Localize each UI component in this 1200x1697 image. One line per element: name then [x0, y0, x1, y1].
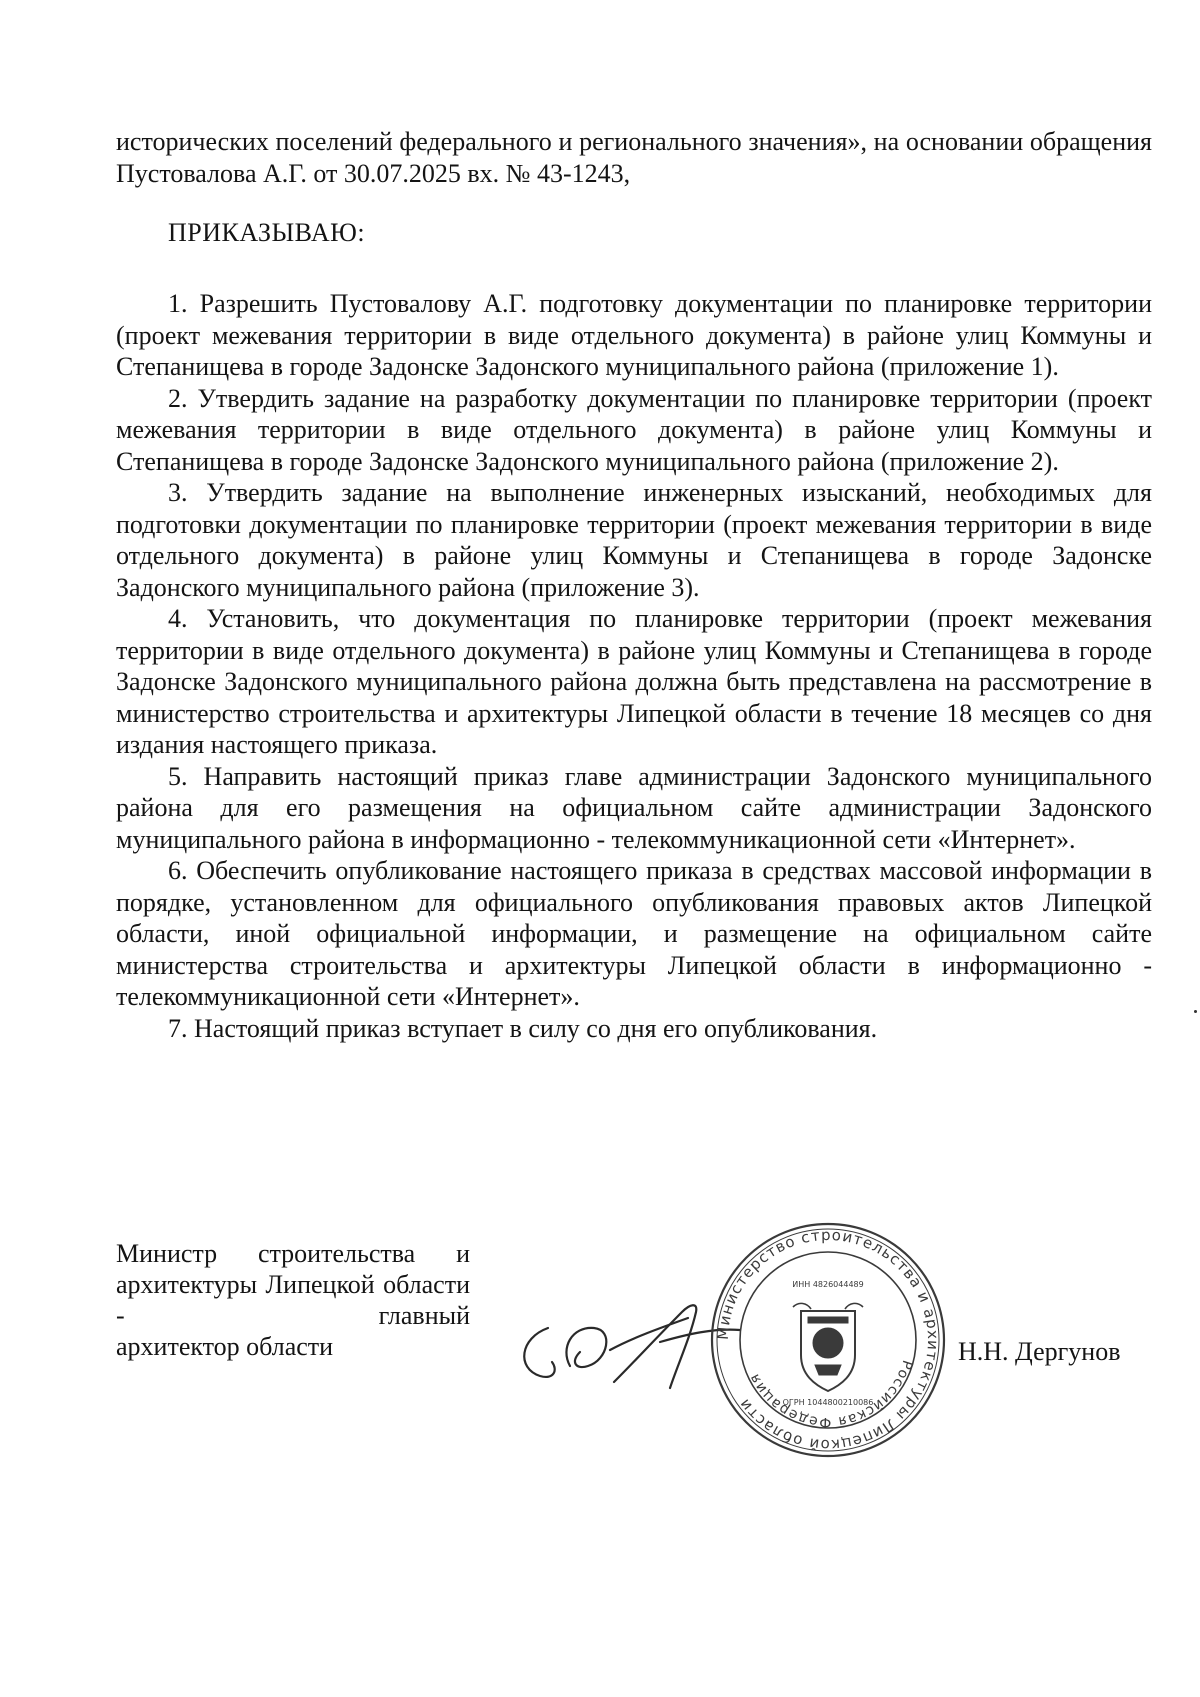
signer-position-line-1: Министр строительства и архитектуры Липецкой области - главный [116, 1239, 470, 1330]
signer-position-line-2: архитектор области [116, 1332, 334, 1361]
order-item-6: 6. Обеспечить опубликование настоящего приказа в средствах массовой информации в порядке, установленном для официального опубликования правовых актов Липецкой области, иной официальной информации, и размещение на официальном сайте министерства строительства и архитектуры Липецкой области в информационно - телекоммуникационной сети «Интернет». [116, 856, 1152, 1011]
order-item-2: 2. Утвердить задание на разработку документации по планировке территории (проект межевания территории в виде отдельного документа) в районе улиц Коммуны и Степанищева в городе Задонске Задонского муниципального района (приложение 2). [116, 383, 1152, 476]
scan-speck [1194, 1010, 1197, 1013]
signer-name: Н.Н. Дергунов [958, 1337, 1121, 1366]
order-item-1: 1. Разрешить Пустовалову А.Г. подготовку документации по планировке территории (проект межевания территории в виде отдельного документа) в районе улиц Коммуны и Степанищева в городе Задонске Задонского муниципального района (приложение 1). [116, 289, 1152, 381]
order-item-7: 7. Настоящий приказ вступает в силу со дня его опубликования. [168, 1013, 878, 1043]
svg-text:ИНН 4826044489: ИНН 4826044489 [792, 1280, 864, 1289]
intro-paragraph: исторических поселений федерального и регионального значения», на основании обращения Пустовалова А.Г. от 30.07.2025 вх. № 43-1243, [116, 127, 1152, 188]
order-items [116, 288, 1152, 1044]
order-item-4: 4. Установить, что документация по планировке территории (проект межевания территории в виде отдельного документа) в районе улиц Коммуны и Степанищева в городе Задонске Задонского муниципального района должна быть представлена на рассмотрение в министерство строительства и архитектуры Липецкой области в течение 18 месяцев со дня издания настоящего приказа. [116, 604, 1152, 759]
svg-text:Российская Федерация: Российская Федерация [746, 1358, 916, 1431]
order-item-5: 5. Направить настоящий приказ главе администрации Задонского муниципального района для его размещения на официальном сайте администрации Задонского муниципального района в информационно - телекоммуникационной сети «Интернет». [116, 761, 1152, 854]
svg-text:Министерство строительства и а: Министерство строительства и архитектуры Липецкой области [713, 1225, 943, 1455]
svg-text:ОГРН 1044800210086: ОГРН 1044800210086 [782, 1398, 874, 1407]
order-item-3: 3. Утвердить задание на выполнение инженерных изысканий, необходимых для подготовки документации по планировке территории (проект межевания территории в виде отдельного документа) в районе улиц Коммуны и Степанищева в городе Задонске Задонского муниципального района (приложение 3). [116, 478, 1152, 602]
official-stamp [703, 1215, 953, 1465]
signer-position [116, 1238, 470, 1362]
order-heading: ПРИКАЗЫВАЮ: [168, 218, 366, 247]
